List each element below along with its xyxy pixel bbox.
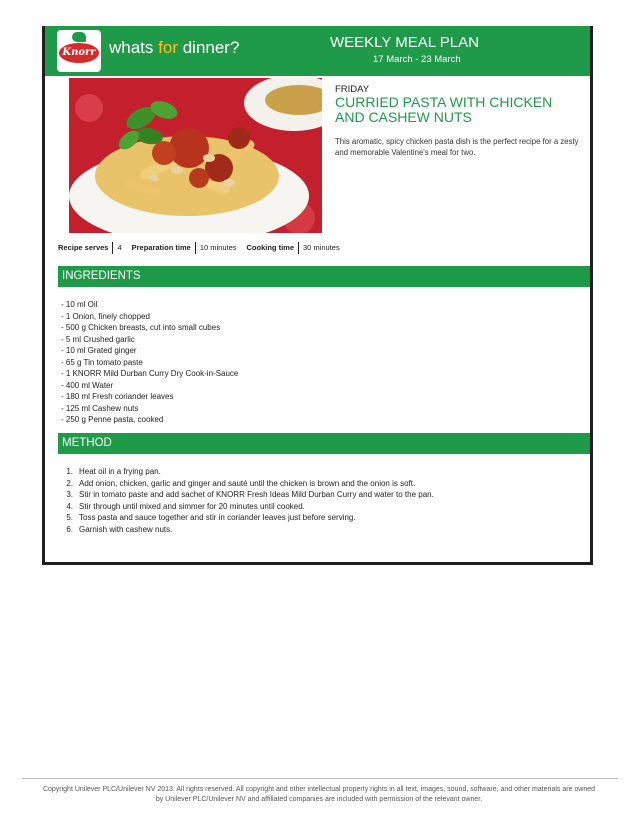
method-step: 4. Stir through until mixed and simmer for 20 minutes until cooked. <box>66 501 305 511</box>
ingredients-list <box>61 299 238 426</box>
method-steps <box>59 466 434 535</box>
method-step: 5. Toss pasta and sauce together and stir in coriander leaves just before serving. <box>66 513 356 522</box>
method-step: 3. Stir in tomato paste and add sachet of KNORR Fresh Ideas Mild Durban Curry and water to the pan. <box>66 490 434 499</box>
recipe-title: CURRIED PASTA WITH CHICKEN AND CASHEW NUTS <box>335 94 553 125</box>
ingredient-item: - 1 Onion, finely chopped <box>61 311 150 321</box>
divider <box>195 242 196 254</box>
day-label: FRIDAY <box>335 84 370 95</box>
brand-name: Knorr <box>59 43 99 63</box>
tagline-accent: for <box>158 38 178 57</box>
serves-label: Recipe serves <box>58 242 109 252</box>
ingredient-item: - 1 KNORR Mild Durban Curry Dry Cook-in-Sauce <box>61 369 239 378</box>
ingredient-item: - 125 ml Cashew nuts <box>61 403 139 413</box>
cook-value: 30 minutes <box>303 242 340 252</box>
prep-label: Preparation time <box>131 242 191 252</box>
ingredient-item: - 250 g Penne pasta, cooked <box>61 415 164 424</box>
footer-divider <box>22 778 618 779</box>
recipe-intro: This aromatic, spicy chicken pasta dish is the perfect recipe for a zesty and memorable Valentine's meal for two. <box>335 137 579 157</box>
ingredient-item: - 180 ml Fresh coriander leaves <box>61 392 174 401</box>
recipe-photo <box>69 78 322 233</box>
prep-value: 10 minutes <box>199 242 237 252</box>
copyright-footer <box>0 785 638 805</box>
recipe-card <box>42 26 593 565</box>
ingredient-item: - 10 ml Grated ginger <box>61 346 137 355</box>
serves-value: 4 <box>117 242 122 252</box>
knorr-logo <box>57 30 101 72</box>
method-step: 2. Add onion, chicken, garlic and ginger and sauté until the chicken is brown and the onion is soft. <box>66 478 416 488</box>
method-step: 6. Garnish with cashew nuts. <box>66 524 173 534</box>
method-step: 1. Heat oil in a frying pan. <box>66 467 161 476</box>
ingredient-item: - 10 ml Oil <box>61 300 98 309</box>
ingredients-heading: INGREDIENTS <box>58 266 590 287</box>
plan-dates: 17 March - 23 March <box>373 54 461 65</box>
copyright-line-1: Copyright Unilever PLC/Unilever NV 2013. All rights reserved. All copyright and other intellectual property rights in all text, images, sound, software, and other materials are owned <box>42 786 596 793</box>
header-banner <box>45 26 590 76</box>
divider <box>112 242 113 254</box>
ingredient-item: - 65 g Tin tomato paste <box>61 357 143 367</box>
ingredient-item: - 500 g Chicken breasts, cut into small cubes <box>61 323 221 332</box>
ingredient-item: - 5 ml Crushed garlic <box>61 334 135 344</box>
cook-label: Cooking time <box>246 242 295 252</box>
leaf-icon <box>72 32 86 42</box>
copyright-line-2: by Unilever PLC/Unilever NV and affiliated companies are included with permission of the relevant owner. <box>155 796 483 803</box>
recipe-meta <box>58 242 340 254</box>
method-heading: METHOD <box>58 433 590 454</box>
divider <box>298 242 299 254</box>
plan-title: WEEKLY MEAL PLAN <box>330 34 479 51</box>
ingredient-item: - 400 ml Water <box>61 380 114 390</box>
tagline: whats for dinner? <box>109 38 240 57</box>
pasta-dish-illustration <box>69 78 322 233</box>
